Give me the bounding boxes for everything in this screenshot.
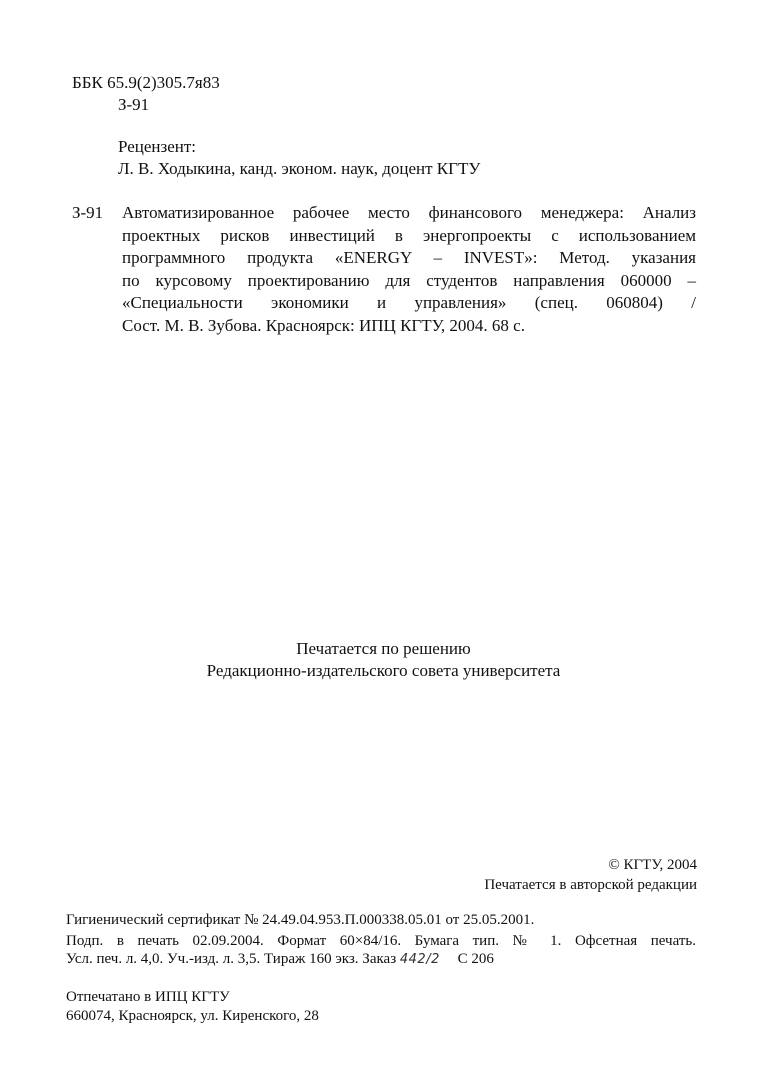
- bibliography-line: Сост. М. В. Зубова. Красноярск: ИПЦ КГТУ, 2004. 68 с.: [122, 315, 525, 335]
- copyright-notice: © КГТУ, 2004: [608, 857, 697, 873]
- print-details: Подп. в печать 02.09.2004. Формат 60×84/16. Бумага тип. № 1. Офсетная печать.: [66, 933, 696, 949]
- edition-note: Печатается в авторской редакции: [484, 877, 697, 893]
- bbk-code: ББК 65.9(2)305.7я83: [72, 73, 220, 92]
- bibliography-mark: З-91: [72, 203, 104, 222]
- reviewer-heading: Рецензент:: [118, 137, 197, 156]
- approval-line-1: Печатается по решению: [296, 639, 471, 658]
- author-mark: З-91: [118, 95, 150, 114]
- approval-line-2: Редакционно-издательского совета университета: [206, 661, 561, 680]
- sheets-suffix: С 206: [457, 951, 494, 967]
- sheets-details: [66, 950, 696, 969]
- hygiene-certificate: Гигиенический сертификат № 24.49.04.953.П.000338.05.01 от 25.05.2001.: [66, 912, 535, 928]
- sheets-prefix: Усл. печ. л. 4,0. Уч.-изд. л. 3,5. Тираж 160 экз. Заказ: [66, 951, 397, 967]
- reviewer-name: Л. В. Ходыкина, канд. эконом. наук, доцент КГТУ: [118, 159, 481, 178]
- printer-name: Отпечатано в ИПЦ КГТУ: [66, 989, 230, 1005]
- bibliography-line: Автоматизированное рабочее место финансового менеджера: Анализ: [122, 203, 696, 222]
- order-number: 442/2: [399, 952, 440, 967]
- bibliography-line: по курсовому проектированию для студентов направления 060000 –: [122, 270, 696, 290]
- printer-address: 660074, Красноярск, ул. Киренского, 28: [66, 1008, 319, 1024]
- bibliography-line: «Специальности экономики и управления» (спец. 060804) /: [122, 293, 696, 312]
- bibliography-line: проектных рисков инвестиций в энергопроекты с использованием: [122, 225, 696, 245]
- bibliography-line: программного продукта «ENERGY – INVEST»: Метод. указания: [122, 248, 696, 267]
